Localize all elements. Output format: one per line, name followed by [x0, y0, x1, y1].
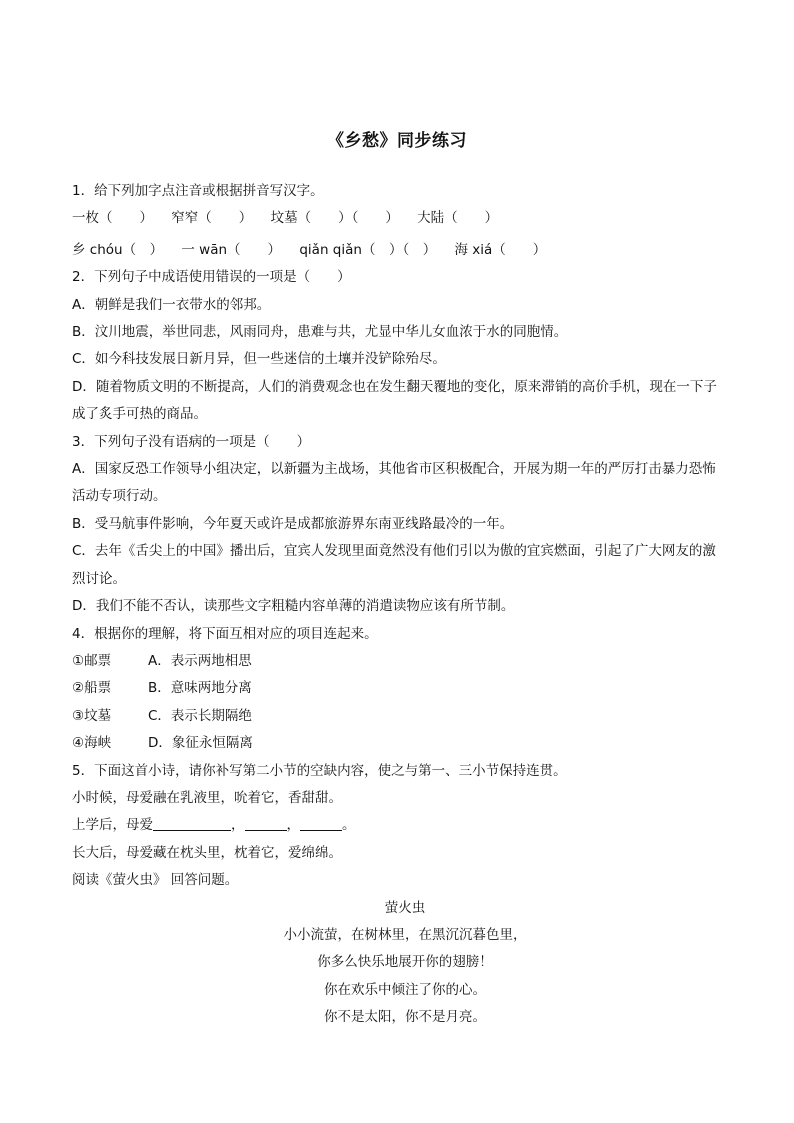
poem-title: 萤火虫 [384, 899, 426, 916]
q1-row1-item: 窄窄（ ） [171, 210, 253, 227]
q3-option: A．国家反恐工作领导小组决定，以新疆为主战场，其他省市区积极配合，开展为期一年的严厉打击暴力恐怖活动专项行动。 [72, 461, 716, 505]
q5-separator: ， [231, 817, 245, 834]
q5-answer-blank-3[interactable] [300, 816, 342, 831]
q2-option: C．如今科技发展日新月异，但一些迷信的土壤并没铲除殆尽。 [72, 351, 446, 368]
q3-option: C．去年《舌尖上的中国》播出后，宜宾人发现里面竟然没有他们引以为傲的宜宾燃面，引起了广大网友的激烈讨论。 [72, 543, 716, 587]
q1-row2-item: 乡 chóu（ ） [72, 241, 164, 258]
page-title: 《乡愁》同步练习 [327, 131, 467, 151]
reading-intro: 阅读《萤火虫》 回答问题。 [72, 872, 239, 889]
q5-answer-blank-2[interactable] [245, 816, 287, 831]
q2-option: B．汶川地震，举世同悲，风雨同舟，患难与共，尤显中华儿女血浓于水的同胞情。 [72, 324, 568, 341]
q5-stem: 5．下面这首小诗，请你补写第二小节的空缺内容，使之与第一、三小节保持连贯。 [72, 762, 567, 779]
q3-option: B．受马航事件影响，今年夏天或许是成都旅游界东南亚线路最冷的一年。 [72, 515, 514, 532]
q4-stem: 4．根据你的理解，将下面互相对应的项目连起来。 [72, 625, 378, 642]
q3-option: D．我们不能不否认，读那些文字粗糙内容单薄的消遣读物应该有所节制。 [72, 598, 515, 615]
q5-fill-line [72, 812, 724, 839]
q4-pair [72, 648, 724, 675]
q1-row1-item: 大陆（ ） [417, 210, 499, 227]
q5-answer-blank-1[interactable] [153, 816, 231, 831]
q1-stem: 1．给下列加字点注音或根据拼音写汉字。 [72, 183, 324, 199]
poem-line: 你多么快乐地展开你的翅膀！ [317, 954, 493, 971]
q2-stem: 2．下列句子中成语使用错误的一项是（ ） [72, 269, 351, 286]
q1-row2-item: 一 wān（ ） [181, 241, 282, 258]
q5-separator: ， [286, 817, 300, 834]
q5-fill-prefix: 上学后，母爱 [72, 817, 153, 834]
q4-pair [72, 675, 724, 702]
q4-right-item: B．意味两地分离 [148, 680, 252, 697]
q1-row1 [72, 205, 724, 232]
q5-end-mark: 。 [342, 817, 356, 834]
q3-stem: 3．下列句子没有语病的一项是（ ） [72, 433, 311, 450]
q4-left-item: ①邮票 [72, 652, 112, 669]
q4-left-item: ②船票 [72, 680, 112, 697]
poem-line: 小小流萤，在树林里，在黑沉沉暮色里， [283, 926, 527, 943]
q4-left-item: ③坟墓 [72, 707, 112, 724]
q5-poem-line: 小时候，母爱融在乳液里，吮着它，香甜甜。 [72, 789, 342, 806]
q1-row2-item: qiǎn qiǎn（ ）（ ） [299, 241, 437, 258]
poem-line: 你不是太阳，你不是月亮。 [324, 1009, 486, 1026]
q4-pair [72, 730, 724, 757]
q2-option: A．朝鲜是我们一衣带水的邻邦。 [72, 296, 271, 313]
q5-poem-line: 长大后，母爱藏在枕头里，枕着它，爱绵绵。 [72, 844, 342, 861]
q4-right-item: D．象征永恒隔离 [148, 735, 253, 752]
q1-row1-item: 坟墓（ ）（ ） [270, 210, 399, 227]
worksheet-content [72, 178, 724, 1032]
q4-pair [72, 703, 724, 730]
q1-row2 [72, 237, 724, 264]
q1-row1-item: 一枚（ ） [72, 210, 153, 227]
poem-line: 你在欢乐中倾注了你的心。 [324, 981, 486, 998]
q2-option: D．随着物质文明的不断提高，人们的消费观念也在发生翻天覆地的变化，原来滞销的高价手机，现在一下子成了炙手可热的商品。 [72, 378, 717, 423]
q4-left-item: ④海峡 [72, 735, 112, 752]
q4-right-item: A．表示两地相思 [148, 652, 252, 669]
q4-right-item: C．表示长期隔绝 [148, 707, 252, 724]
q1-row2-item: 海 xiá（ ） [454, 241, 547, 258]
